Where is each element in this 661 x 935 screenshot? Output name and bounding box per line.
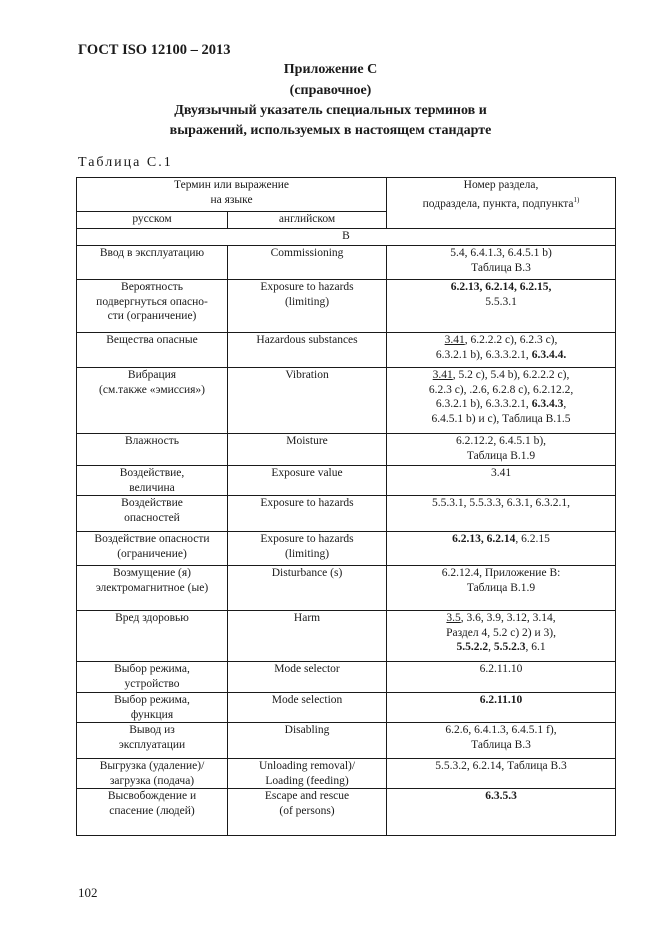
section-references: 5.4, 6.4.1.3, 6.4.5.1 b) Таблица В.3: [387, 246, 616, 280]
section-references: 6.2.11.10: [387, 693, 616, 723]
table-caption: Таблица С.1: [78, 155, 173, 170]
table-row: [77, 693, 616, 723]
russian-term: Воздействие опасности (ограничение): [77, 532, 228, 566]
english-term: Escape and rescue (of persons): [228, 789, 387, 836]
russian-term: Возмущение (я) электромагнитное (ые): [77, 566, 228, 611]
russian-term: Вибрация (см.также «эмиссия»): [77, 368, 228, 434]
appendix-type: (справочное): [289, 83, 372, 98]
table-header-row: [77, 178, 616, 212]
section-number-header: Номер раздела, подраздела, пункта, подпункта$^{1)}$: [387, 178, 616, 229]
russian-term: Воздействие, величина: [77, 466, 228, 496]
russian-term: Выбор режима, устройство: [77, 662, 228, 693]
table-row: [77, 246, 616, 280]
page-number: 102: [78, 885, 98, 900]
english-term: Harm: [228, 611, 387, 662]
section-references: 6.2.11.10: [387, 662, 616, 693]
index-title-line2: выражений, используемых в настоящем стандарте: [169, 123, 492, 138]
table-row: [77, 723, 616, 759]
english-term: Exposure value: [228, 466, 387, 496]
table-row: [77, 466, 616, 496]
english-term: Exposure to hazards (limiting): [228, 280, 387, 333]
russian-term: Воздействие опасностей: [77, 496, 228, 532]
table-row: [77, 434, 616, 466]
english-term: Disturbance (s): [228, 566, 387, 611]
russian-term: Вред здоровью: [77, 611, 228, 662]
english-column-header: английском: [228, 212, 387, 229]
english-term: Hazardous substances: [228, 333, 387, 368]
russian-term: Выгрузка (удаление)/ загрузка (подача): [77, 759, 228, 789]
english-term: Unloading removal)/ Loading (feeding): [228, 759, 387, 789]
section-references: 6.2.12.4, Приложение В: Таблица В.1.9: [387, 566, 616, 611]
table-row: [77, 566, 616, 611]
table-row: [77, 496, 616, 532]
russian-term: Влажность: [77, 434, 228, 466]
document-id: ГОСТ ISO 12100 – 2013: [78, 42, 231, 58]
appendix-title: Приложение С: [283, 62, 378, 77]
section-letter-row: [77, 229, 616, 246]
russian-term: Вывод из эксплуатации: [77, 723, 228, 759]
english-term: Exposure to hazards: [228, 496, 387, 532]
english-term: Commissioning: [228, 246, 387, 280]
section-references: 3.41, 6.2.2.2 c), 6.2.3 c), 6.3.2.1 b), 6.3.3.2.1, 6.3.4.4.: [387, 333, 616, 368]
table-row: [77, 532, 616, 566]
table-row: [77, 759, 616, 789]
russian-term: Вероятность подвергнуться опасно- сти (ограничение): [77, 280, 228, 333]
table-row: [77, 789, 616, 836]
term-language-header: Термин или выражение на языке: [77, 178, 387, 212]
english-term: Disabling: [228, 723, 387, 759]
table-row: [77, 280, 616, 333]
russian-term: Вещества опасные: [77, 333, 228, 368]
english-term: Mode selector: [228, 662, 387, 693]
section-references: 3.41, 5.2 c), 5.4 b), 6.2.2.2 c), 6.2.3 c), .2.6, 6.2.8 c), 6.2.12.2, 6.3.2.1 b), 6.3.3.2.1, 6.3.4.3, 6.4.5.1 b) и c), Таблица В.1.5: [387, 368, 616, 434]
english-term: Moisture: [228, 434, 387, 466]
section-references: 6.2.13, 6.2.14, 6.2.15, 5.5.3.1: [387, 280, 616, 333]
russian-column-header: русском: [77, 212, 228, 229]
section-references: 6.2.6, 6.4.1.3, 6.4.5.1 f), Таблица В.3: [387, 723, 616, 759]
index-title-line1: Двуязычный указатель специальных терминов и: [174, 103, 487, 118]
section-letter: В: [77, 229, 616, 246]
russian-term: Высвобождение и спасение (людей): [77, 789, 228, 836]
terms-table: [76, 177, 616, 836]
english-term: Vibration: [228, 368, 387, 434]
russian-term: Ввод в эксплуатацию: [77, 246, 228, 280]
russian-term: Выбор режима, функция: [77, 693, 228, 723]
section-references: 6.2.12.2, 6.4.5.1 b), Таблица В.1.9: [387, 434, 616, 466]
section-references: 5.5.3.1, 5.5.3.3, 6.3.1, 6.3.2.1,: [387, 496, 616, 532]
table-row: [77, 662, 616, 693]
section-references: 6.3.5.3: [387, 789, 616, 836]
table-row: [77, 333, 616, 368]
section-references: 5.5.3.2, 6.2.14, Таблица В.3: [387, 759, 616, 789]
footnote-mark: 1): [573, 195, 580, 204]
section-references: 3.5, 3.6, 3.9, 3.12, 3.14, Раздел 4, 5.2 c) 2) и 3), 5.5.2.2, 5.5.2.3, 6.1: [387, 611, 616, 662]
section-references: 3.41: [387, 466, 616, 496]
english-term: Mode selection: [228, 693, 387, 723]
table-row: [77, 611, 616, 662]
english-term: Exposure to hazards (limiting): [228, 532, 387, 566]
section-references: 6.2.13, 6.2.14, 6.2.15: [387, 532, 616, 566]
table-row: [77, 368, 616, 434]
